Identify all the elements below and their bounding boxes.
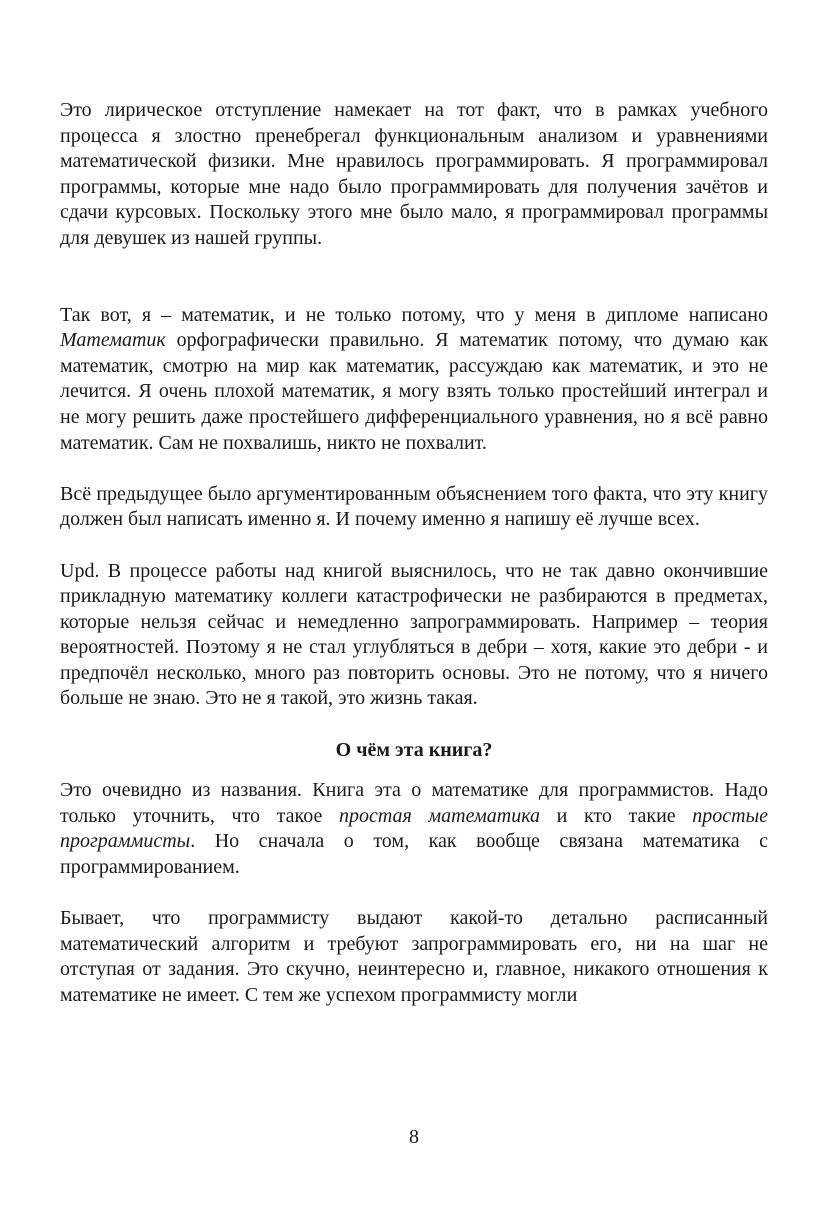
paragraph-about-book [60,778,768,880]
paragraph-text: Так вот, я – математик, и не только потому, что у меня в дипломе написано [60,303,768,326]
paragraph-argument: Всё предыдущее было аргументированным объяснением того факта, что эту книгу должен был написать именно я. И почему именно я напишу её лучше всех. [60,482,768,531]
section-heading: О чём эта книга? [335,738,493,761]
paragraph-text: орфографически правильно. Я математик потому, что думаю как математик, смотрю на мир как математик, рассуждаю как математик, и это не лечится. Я очень плохой математик, я могу взять только простейший интеграл и не могу решить даже простейшего дифференциального уравнения, но я всё равно математик. Сам не похвалишь, никто не похвалит. [60,329,768,454]
paragraph-text: . Но сначала о том, как вообще связана математика с программированием. [60,830,768,879]
italic-term-simple-programmers: простые программисты [60,804,769,853]
page-body [60,98,768,1009]
page-number: 8 [409,1126,419,1148]
paragraph-i-am-mathematician [60,303,768,457]
paragraph-algorithm: Бывает, что программисту выдают какой-то детально расписанный математический алгоритм и требуют запрограммировать его, ни на шаг не отступая от задания. Это скучно, неинтересно и, главное, никакого отношения к математике не имеет. С тем же успехом программисту могли [60,907,768,1006]
paragraph-text: Это очевидно из названия. Книга эта о математике для программистов. Надо только уточнить, что такое [60,779,768,827]
paragraph-lyrical-digression: Это лирическое отступление намекает на тот факт, что в рамках учебного процесса я злостно пренебрегал функциональным анализом и уравнениями математической физики. Мне нравилось программировать. Я программировал программы, которые мне надо было программировать для получения зачётов и сдачи курсовых. Поскольку этого мне было мало, я программировал программы для девушек из нашей группы. [60,99,768,249]
paragraph-text: и кто такие [540,804,693,827]
paragraph-update: Upd. В процессе работы над книгой выяснилось, что не так давно окончившие прикладную математику коллеги катастрофически не разбираются в предметах, которые нельзя сейчас и немедленно запрограммировать. Например – теория вероятностей. Поэтому я не стал углубляться в дебри – хотя, какие это дебри - и предпочёл несколько, много раз повторить основы. Это не потому, что я ничего больше не знаю. Это не я такой, это жизнь такая. [60,559,768,710]
italic-term-mathematician: Математик [60,329,166,352]
italic-term-simple-math: простая математика [338,804,541,827]
